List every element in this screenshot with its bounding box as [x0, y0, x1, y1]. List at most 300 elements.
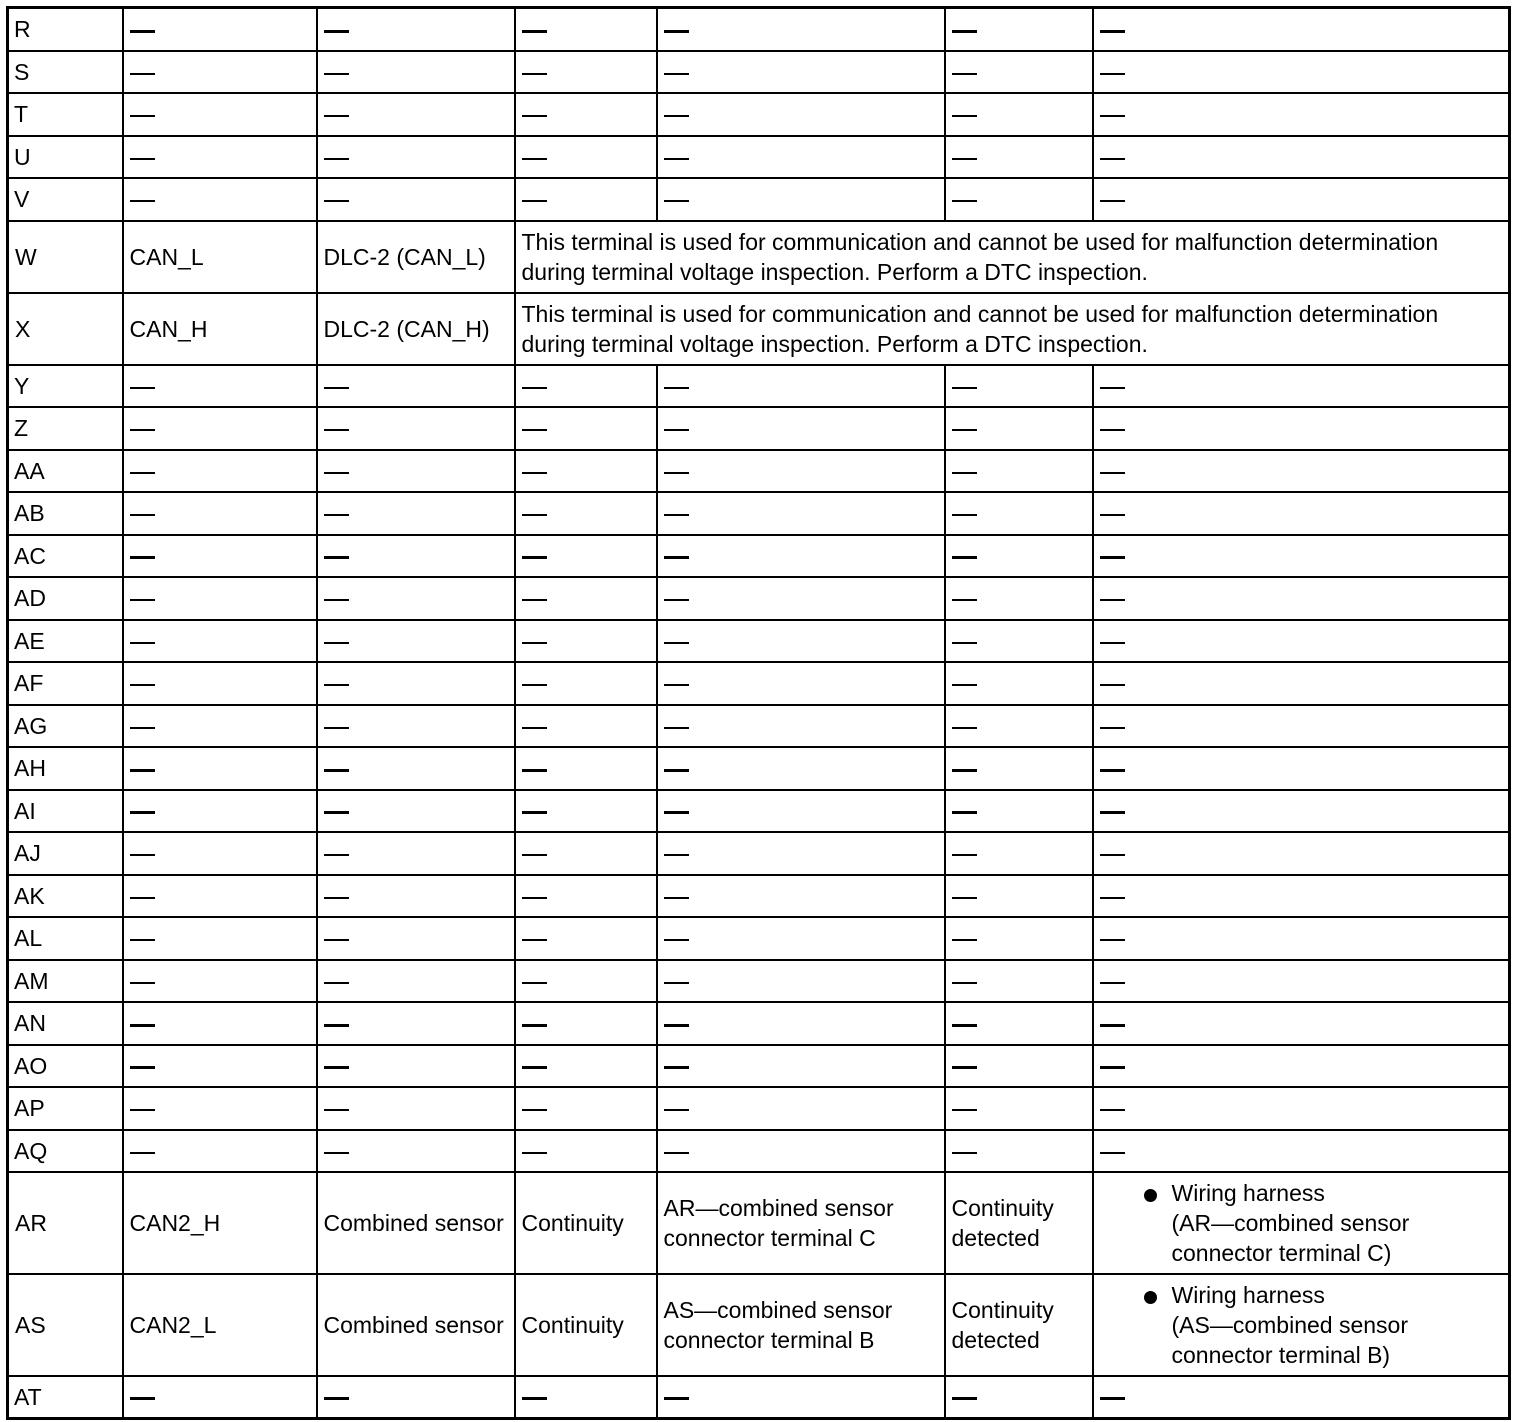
dash-icon	[522, 1152, 547, 1154]
dash-icon	[1100, 684, 1125, 686]
dash-icon	[664, 387, 689, 389]
empty-cell	[123, 875, 317, 918]
empty-cell	[657, 1087, 945, 1130]
dash-icon	[130, 854, 155, 856]
dash-icon	[522, 599, 547, 601]
dash-icon	[324, 1024, 349, 1027]
dash-icon	[664, 1066, 689, 1069]
empty-cell	[945, 93, 1093, 136]
dash-icon	[1100, 982, 1125, 984]
empty-cell	[123, 747, 317, 790]
dash-icon	[1100, 811, 1125, 814]
empty-cell	[317, 705, 515, 748]
dash-icon	[522, 1397, 547, 1400]
terminal-cell: AS	[8, 1274, 123, 1376]
empty-cell	[1093, 790, 1510, 833]
table-row	[8, 875, 1510, 918]
dash-icon	[130, 472, 155, 474]
empty-cell	[123, 662, 317, 705]
dash-icon	[324, 30, 349, 33]
terminal-cell: R	[8, 8, 123, 51]
empty-cell	[317, 662, 515, 705]
dash-icon	[130, 1024, 155, 1027]
dash-icon	[664, 1397, 689, 1400]
empty-cell	[515, 875, 657, 918]
empty-cell	[515, 1045, 657, 1088]
dash-icon	[522, 939, 547, 941]
measuring-terminal-cell: AS—combined sensor connector terminal B	[657, 1274, 945, 1376]
dash-icon	[130, 599, 155, 601]
dash-icon	[664, 472, 689, 474]
empty-cell	[317, 1002, 515, 1045]
dash-icon	[522, 158, 547, 160]
empty-cell	[123, 1002, 317, 1045]
empty-cell	[515, 1002, 657, 1045]
empty-cell	[317, 535, 515, 578]
empty-cell	[945, 832, 1093, 875]
dash-icon	[522, 769, 547, 772]
empty-cell	[657, 365, 945, 408]
dash-icon	[130, 811, 155, 814]
dash-icon	[1100, 854, 1125, 856]
dash-icon	[1100, 939, 1125, 941]
empty-cell	[123, 1087, 317, 1130]
dash-icon	[522, 556, 547, 559]
dash-icon	[130, 387, 155, 389]
dash-icon	[952, 1024, 977, 1027]
dash-icon	[324, 684, 349, 686]
empty-cell	[317, 407, 515, 450]
table-row	[8, 221, 1510, 293]
dash-icon	[1100, 1109, 1125, 1111]
empty-cell	[515, 178, 657, 221]
dash-icon	[1100, 769, 1125, 772]
empty-cell	[317, 365, 515, 408]
empty-cell	[317, 832, 515, 875]
dash-icon	[130, 1152, 155, 1154]
empty-cell	[515, 93, 657, 136]
terminal-cell: W	[8, 221, 123, 293]
dash-icon	[1100, 73, 1125, 75]
standard-cell: Continuity detected	[945, 1274, 1093, 1376]
dash-icon	[952, 811, 977, 814]
table-row	[8, 293, 1510, 365]
terminal-cell: X	[8, 293, 123, 365]
dash-icon	[1100, 1066, 1125, 1069]
dash-icon	[664, 642, 689, 644]
table-row	[8, 1130, 1510, 1173]
dash-icon	[664, 854, 689, 856]
dash-icon	[952, 684, 977, 686]
inspection-item-cell: Continuity	[515, 1274, 657, 1376]
table-row	[8, 365, 1510, 408]
empty-cell	[945, 178, 1093, 221]
terminal-cell: AK	[8, 875, 123, 918]
inspection-item-cell: Continuity	[515, 1172, 657, 1274]
dash-icon	[522, 200, 547, 202]
empty-cell	[317, 136, 515, 179]
dash-icon	[664, 769, 689, 772]
empty-cell	[945, 747, 1093, 790]
empty-cell	[515, 365, 657, 408]
dash-icon	[522, 897, 547, 899]
dash-icon	[1100, 556, 1125, 559]
dash-icon	[952, 200, 977, 202]
dash-icon	[324, 472, 349, 474]
dash-icon	[952, 642, 977, 644]
empty-cell	[1093, 832, 1510, 875]
empty-cell	[515, 620, 657, 663]
dash-icon	[952, 158, 977, 160]
empty-cell	[123, 790, 317, 833]
empty-cell	[945, 136, 1093, 179]
dash-icon	[1100, 429, 1125, 431]
empty-cell	[123, 1130, 317, 1173]
dash-icon	[324, 811, 349, 814]
empty-cell	[657, 662, 945, 705]
dash-icon	[952, 1152, 977, 1154]
terminal-cell: AF	[8, 662, 123, 705]
empty-cell	[945, 960, 1093, 1003]
empty-cell	[123, 407, 317, 450]
empty-cell	[1093, 535, 1510, 578]
dash-icon	[130, 73, 155, 75]
empty-cell	[123, 705, 317, 748]
table-row	[8, 662, 1510, 705]
dash-icon	[522, 727, 547, 729]
table-row	[8, 8, 1510, 51]
dash-icon	[130, 897, 155, 899]
table-row	[8, 747, 1510, 790]
connected-to-cell: Combined sensor	[317, 1172, 515, 1274]
dash-icon	[130, 642, 155, 644]
dash-icon	[324, 982, 349, 984]
dash-icon	[1100, 115, 1125, 117]
empty-cell	[1093, 705, 1510, 748]
terminal-cell: AO	[8, 1045, 123, 1088]
dash-icon	[952, 897, 977, 899]
empty-cell	[657, 577, 945, 620]
action-line: Wiring harness	[1171, 1180, 1325, 1206]
empty-cell	[945, 365, 1093, 408]
dash-icon	[1100, 642, 1125, 644]
dash-icon	[664, 939, 689, 941]
table-row	[8, 450, 1510, 493]
action-detail: (AR—combined sensor connector terminal C)	[1171, 1210, 1410, 1266]
dash-icon	[324, 429, 349, 431]
empty-cell	[515, 51, 657, 94]
dash-icon	[664, 514, 689, 516]
empty-cell	[317, 917, 515, 960]
dash-icon	[952, 1066, 977, 1069]
connected-to-cell: DLC-2 (CAN_H)	[317, 293, 515, 365]
dash-icon	[664, 1152, 689, 1154]
empty-cell	[945, 620, 1093, 663]
terminal-cell: AM	[8, 960, 123, 1003]
terminal-cell: AJ	[8, 832, 123, 875]
empty-cell	[317, 1130, 515, 1173]
dash-icon	[324, 727, 349, 729]
dash-icon	[952, 599, 977, 601]
dash-icon	[952, 514, 977, 516]
empty-cell	[515, 790, 657, 833]
terminal-inspection-table	[6, 6, 1511, 1420]
empty-cell	[1093, 8, 1510, 51]
dash-icon	[130, 200, 155, 202]
dash-icon	[130, 30, 155, 33]
table-row	[8, 917, 1510, 960]
empty-cell	[123, 577, 317, 620]
empty-cell	[123, 960, 317, 1003]
terminal-cell: Y	[8, 365, 123, 408]
action-detail: (AS—combined sensor connector terminal B)	[1171, 1312, 1408, 1368]
dash-icon	[522, 854, 547, 856]
empty-cell	[1093, 620, 1510, 663]
empty-cell	[123, 8, 317, 51]
dash-icon	[130, 429, 155, 431]
dash-icon	[522, 429, 547, 431]
empty-cell	[123, 917, 317, 960]
dash-icon	[952, 727, 977, 729]
action-cell	[1093, 1274, 1510, 1376]
terminal-cell: AL	[8, 917, 123, 960]
empty-cell	[317, 1376, 515, 1419]
dash-icon	[1100, 472, 1125, 474]
dash-icon	[952, 73, 977, 75]
empty-cell	[657, 450, 945, 493]
empty-cell	[945, 1002, 1093, 1045]
empty-cell	[657, 407, 945, 450]
empty-cell	[1093, 960, 1510, 1003]
dash-icon	[1100, 897, 1125, 899]
empty-cell	[317, 1045, 515, 1088]
empty-cell	[657, 620, 945, 663]
terminal-cell: AR	[8, 1172, 123, 1274]
empty-cell	[515, 136, 657, 179]
empty-cell	[657, 1045, 945, 1088]
dash-icon	[324, 158, 349, 160]
dash-icon	[1100, 727, 1125, 729]
dash-icon	[952, 30, 977, 33]
dash-icon	[952, 115, 977, 117]
dash-icon	[1100, 200, 1125, 202]
bullet-icon	[1144, 1291, 1157, 1304]
table-row	[8, 1376, 1510, 1419]
signal-cell: CAN2_L	[123, 1274, 317, 1376]
table-row	[8, 1274, 1510, 1376]
bullet-icon	[1144, 1189, 1157, 1202]
dash-icon	[952, 939, 977, 941]
dash-icon	[664, 727, 689, 729]
table-row	[8, 1045, 1510, 1088]
dash-icon	[324, 897, 349, 899]
action-list-item	[1100, 1178, 1503, 1268]
empty-cell	[1093, 1002, 1510, 1045]
empty-cell	[1093, 136, 1510, 179]
dash-icon	[664, 158, 689, 160]
dash-icon	[130, 1066, 155, 1069]
signal-cell: CAN_L	[123, 221, 317, 293]
table-row	[8, 178, 1510, 221]
empty-cell	[1093, 93, 1510, 136]
empty-cell	[317, 450, 515, 493]
dash-icon	[324, 1152, 349, 1154]
dash-icon	[324, 939, 349, 941]
empty-cell	[123, 450, 317, 493]
table-row	[8, 51, 1510, 94]
empty-cell	[945, 8, 1093, 51]
empty-cell	[515, 917, 657, 960]
dash-icon	[952, 982, 977, 984]
terminal-cell: AN	[8, 1002, 123, 1045]
dash-icon	[952, 472, 977, 474]
empty-cell	[945, 1087, 1093, 1130]
terminal-cell: AI	[8, 790, 123, 833]
empty-cell	[1093, 1376, 1510, 1419]
dash-icon	[1100, 1397, 1125, 1400]
terminal-cell: AD	[8, 577, 123, 620]
empty-cell	[317, 747, 515, 790]
empty-cell	[317, 492, 515, 535]
empty-cell	[657, 1376, 945, 1419]
empty-cell	[657, 8, 945, 51]
empty-cell	[317, 875, 515, 918]
empty-cell	[317, 93, 515, 136]
dash-icon	[522, 514, 547, 516]
table-row	[8, 1002, 1510, 1045]
dash-icon	[664, 556, 689, 559]
empty-cell	[657, 51, 945, 94]
empty-cell	[945, 917, 1093, 960]
dash-icon	[324, 556, 349, 559]
dash-icon	[522, 1109, 547, 1111]
dash-icon	[664, 73, 689, 75]
table-row	[8, 136, 1510, 179]
empty-cell	[515, 577, 657, 620]
empty-cell	[515, 407, 657, 450]
empty-cell	[657, 832, 945, 875]
empty-cell	[515, 8, 657, 51]
terminal-cell: V	[8, 178, 123, 221]
dash-icon	[522, 30, 547, 33]
empty-cell	[515, 1087, 657, 1130]
dash-icon	[952, 854, 977, 856]
dash-icon	[130, 982, 155, 984]
dash-icon	[324, 599, 349, 601]
empty-cell	[945, 450, 1093, 493]
dash-icon	[130, 684, 155, 686]
note-cell: This terminal is used for communication and cannot be used for malfunction determination during terminal voltage inspection. Perform a DTC inspection.	[515, 293, 1510, 365]
action-line: Wiring harness	[1171, 1282, 1325, 1308]
dash-icon	[522, 1066, 547, 1069]
terminal-cell: U	[8, 136, 123, 179]
empty-cell	[317, 178, 515, 221]
terminal-cell: AB	[8, 492, 123, 535]
empty-cell	[657, 178, 945, 221]
dash-icon	[130, 1397, 155, 1400]
dash-icon	[522, 387, 547, 389]
terminal-cell: S	[8, 51, 123, 94]
empty-cell	[1093, 407, 1510, 450]
dash-icon	[324, 73, 349, 75]
empty-cell	[123, 93, 317, 136]
empty-cell	[1093, 747, 1510, 790]
dash-icon	[130, 1109, 155, 1111]
action-cell	[1093, 1172, 1510, 1274]
dash-icon	[324, 387, 349, 389]
measuring-terminal-cell: AR—combined sensor connector terminal C	[657, 1172, 945, 1274]
standard-cell: Continuity detected	[945, 1172, 1093, 1274]
empty-cell	[317, 1087, 515, 1130]
empty-cell	[317, 960, 515, 1003]
empty-cell	[945, 1376, 1093, 1419]
dash-icon	[324, 1109, 349, 1111]
dash-icon	[664, 599, 689, 601]
dash-icon	[324, 642, 349, 644]
empty-cell	[945, 492, 1093, 535]
dash-icon	[664, 982, 689, 984]
empty-cell	[1093, 492, 1510, 535]
empty-cell	[123, 365, 317, 408]
table-row	[8, 620, 1510, 663]
empty-cell	[123, 1045, 317, 1088]
empty-cell	[515, 450, 657, 493]
dash-icon	[1100, 30, 1125, 33]
empty-cell	[515, 492, 657, 535]
empty-cell	[317, 620, 515, 663]
empty-cell	[1093, 178, 1510, 221]
empty-cell	[945, 1045, 1093, 1088]
dash-icon	[130, 115, 155, 117]
dash-icon	[1100, 387, 1125, 389]
empty-cell	[515, 1376, 657, 1419]
terminal-cell: Z	[8, 407, 123, 450]
action-list-item	[1100, 1280, 1503, 1370]
dash-icon	[952, 429, 977, 431]
dash-icon	[324, 514, 349, 516]
empty-cell	[1093, 875, 1510, 918]
empty-cell	[515, 662, 657, 705]
dash-icon	[1100, 514, 1125, 516]
empty-cell	[657, 747, 945, 790]
empty-cell	[1093, 51, 1510, 94]
dash-icon	[664, 684, 689, 686]
empty-cell	[123, 535, 317, 578]
empty-cell	[123, 832, 317, 875]
dash-icon	[664, 30, 689, 33]
empty-cell	[123, 492, 317, 535]
dash-icon	[324, 200, 349, 202]
table-row	[8, 535, 1510, 578]
empty-cell	[657, 875, 945, 918]
dash-icon	[952, 1109, 977, 1111]
dash-icon	[522, 472, 547, 474]
empty-cell	[657, 917, 945, 960]
dash-icon	[522, 684, 547, 686]
empty-cell	[945, 705, 1093, 748]
terminal-cell: AQ	[8, 1130, 123, 1173]
dash-icon	[952, 1397, 977, 1400]
dash-icon	[1100, 599, 1125, 601]
empty-cell	[1093, 1087, 1510, 1130]
dash-icon	[1100, 1152, 1125, 1154]
dash-icon	[522, 811, 547, 814]
dash-icon	[324, 854, 349, 856]
dash-icon	[130, 158, 155, 160]
empty-cell	[123, 620, 317, 663]
dash-icon	[952, 556, 977, 559]
dash-icon	[664, 200, 689, 202]
